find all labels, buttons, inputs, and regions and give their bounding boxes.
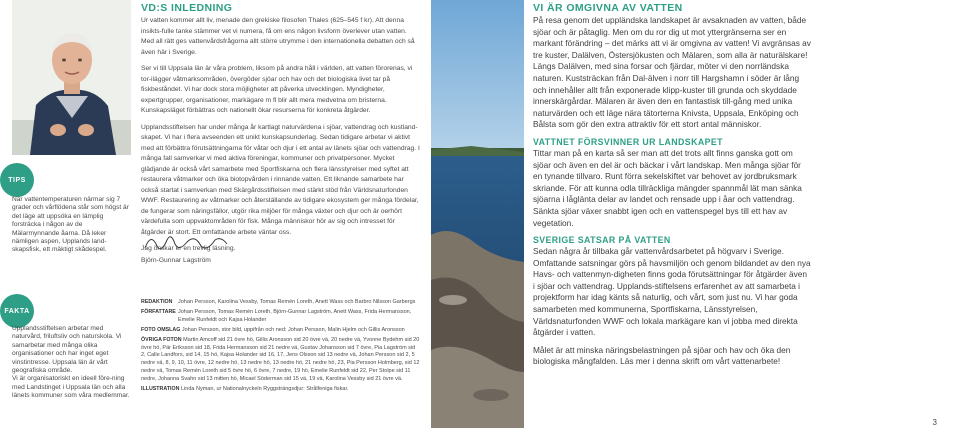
fakta-label: FAKTA (4, 307, 30, 315)
portrait-photo (12, 0, 131, 155)
credit-row-ovriga-foton (141, 337, 421, 384)
credit-value: Johan Persson, stor bild, uppifrån och ned: Johan Persson, Malin Hjelm och Gillis Aronsson (181, 326, 405, 333)
credit-label: ÖVRIGA FOTON (141, 336, 182, 343)
heading-omgivna-av-vatten: VI ÄR OMGIVNA AV VATTEN (533, 2, 683, 14)
credit-row-foto-omslag (141, 327, 421, 335)
vd-paragraph-2: Ser vi till Uppsala län är våra problem, liksom på andra håll i världen, att vatten förorenas, vi tor-ilägger våtmarksområden, övergöder sjöar och hav och det biologiska livet tar på fiskbeståndet. Vi har dock stora möjligheter att påverka utvecklingen. Myndigheter, expertgrupper, organisationer, markägare m fl blir allt mera medvetna om bristerna. Kunskapsläget förbättras och nationellt ökar resurserna för konkreta åtgärder. (141, 65, 413, 114)
tips-text: När vattentemperaturen närmar sig 7 grader och vårflödena står som högst är det läge att uppsöka en lämplig forsträcka i någon av de Mälarmynnande åarna. Då leker nämligen aspen, Upplands land-skapsfisk, ett mäktigt skådespel. (12, 196, 129, 254)
credit-label: REDAKTION (141, 299, 173, 305)
paragraph-vattnet-forsvinner: Tittar man på en karta så ser man att det trots allt finns ganska gott om sjöar och även en del är och bäckar i vårt landskap. Men många sjöar för en tynande tillvaro. Runt förra sekelskiftet var behovet av jordbruksmark skriande. För att kunna odla tillräckliga mängder spannmål lät man sänka sjöarna i låglänta delar av landet och rensade upp i åar och vattendrag. Sänkta sjöar växer snabbt igen och en vattenspegel bys till ett hav av vegetation. (533, 147, 802, 228)
signature-block (141, 256, 341, 267)
heading-vattnet-forsvinner: VATTNET FÖRSVINNER UR LANDSKAPET (533, 136, 723, 147)
lake-shore-photo (431, 0, 524, 428)
fakta-text-block (12, 325, 130, 401)
heading-sverige-satsar: SVERIGE SATSAR PÅ VATTEN (533, 235, 671, 246)
tips-badge (0, 163, 34, 197)
credit-value: Martin Amcoff sid 21 övre hö, Gillis Aronsson sid 20 övre vä, 20 nedre vä, Yvonne Bydehm sid 20 övre hö, Pär Eriksson sid 18, Frida Hermansson sid 21 nedre vä, Gustav Johansson sid 7 övre, Pia Lagström sid 2, Calle Landfors, sid 14, 15 hö, Kajsa Holander sid 16, 17, Jens Olsson sid 13 nedre vä, Johan Persson sid 2, 5 nedre vä, 8, 9, 10, 11 övre, 12 nedre hö, 13 nedre hö, 13 nedre hö, 21 nedre hö, 23, Pia Persson Holmberg, sid 12 nedre vä, Tomas Remén Loreth sid 5 övre hö, 6 övre, 7 nedre, 19 hö, Emelie Runfeldt sid 22, Per Stolpe sid 11 nedre, Johanna Svahn sid 13 mitten hö, Micael Söderman sid 15 vä, 19 vä, Karolina Vessby sid 21 övre vä. (141, 336, 420, 383)
fakta-paragraph-1: Upplandsstiftelsen arbetar med naturvård, friluftsliv och naturskola. Vi samarbetar med många olika organisationer och har inget eget vinstintresse. Uppsala län är vårt geografiska område. (12, 325, 122, 375)
page-number: 3 (932, 418, 937, 427)
section-omgivna-av-vatten (533, 2, 811, 374)
credit-row-redaktion (141, 299, 421, 307)
paragraph-malet: Målet är att minska näringsbelastningen på sjöar och hav och öka den biologiska mångfalden. Läs mer i denna skrift om vårt vattenarbete! (533, 344, 791, 367)
tips-label: TIPS (8, 176, 26, 184)
vd-paragraph-3: Upplandsstiftelsen har under många år kartlagt naturvärdena i sjöar, vattendrag och kustland-skapet. Vi har i flera avseenden ett unikt kunskapsunderlag. Sedan tidigare arbetar vi aktivt med att förbättra förutsättningarna för våtar och djur i ett antal av länets sjöar och vattendrag. I många fall samverkar vi med aktiva föreningar, kommuner och privatpersoner. Mycket glädjande är också vårt samarbete med Sportfiskarna och flera länsstyrelser med syftet att restaurera våtmarker och öka biotopvården i rinnande vatten. Ett liknande samarbete har också startat i samverkan med Skärgårdsstiftelsen med stärkt stöd från Världsnaturfonden WWF. Restaurering av våtmarker och återställande av tidigare ekosystem ger många fördelar, de fungerar som näringsfällor, utgör rika miljöer för många växter och djur och är oerhört värdefulla som uppvaktområden för fisk. Många människor hör av sig och intresset för åtgärder är stort. Ett omfattande arbete väntar oss. (141, 123, 420, 236)
credit-value: Johan Persson, Karolina Vessby, Tomas Remén Loreth, Anett Wass och Barbro Nilsson Garbergs (178, 299, 416, 305)
credit-row-illustration (141, 386, 421, 394)
tips-text-block (12, 196, 130, 255)
fakta-badge (0, 294, 34, 328)
paragraph-omgivna: På resa genom det uppländska landskapet är avsaknaden av vatten, både sjöar och är påtaglig. Men om du ror dig ut mot yttergränserna ser en markant förändring – det märks att vi är omgivna av vatten! Vi avgränsas av tre kuster, Dalälven, Östersjökusten och Mälaren, som alla är naturälskare! Längs Dalälven, med sina forsar och fjärdar, möter vi den norrländska naturen. Kuststräckan från Dal-älven i norr till Hargshamn i söder är lång och innehåller allt från exponerade klipp-kuster till grunda och skyddade innerskärgårdar. Mälaren är även den en fantastisk till-gång med unika naturvärden och ett läge nära tätorterna Knivsta, Uppsala, Enköping och Bålsta som gör den extra attraktiv för ett stort antal människor. (533, 15, 811, 130)
vd-paragraph-1: Ur vatten kommer allt liv, menade den grekiske filosofen Thales (625–545 f kr). Att denna insikts-fulle tanke stämmer vet vi numera, få om ens någon livsform överlever utan vatten. Med all rätt ges vattenvårdsfrågorna allt större utrymme i den internationella debatten och så även här i Sverige. (141, 17, 415, 56)
vd-heading: VD:S INLEDNING (141, 2, 233, 14)
vd-introduction (141, 2, 421, 261)
paragraph-sverige-satsar: Sedan några år tillbaka går vattenvårdsarbetet på högvarv i Sverige. Omfattande satsningar görs på havsmiljön och genom bildandet av den nya Havs- och vattenmyn-digheten finns goda förutsättningar för åtgärder även i sjöar och vattendrag. Upplands-stiftelsens erfarenhet av att samarbeta i projektform har idag känts så naturlig, och vårt, som just nu. Vi har goda samarbeten med kommunerna, Sportfiskarna, Länsstyrelsen, Världsnaturfonden WWF och lokala markägare kan vi jobba med direkta åtgärder i vatten. (533, 246, 811, 338)
vd-paragraph-4: Jag önskar er en trevlig läsning. (141, 245, 236, 252)
credits-block (141, 299, 421, 396)
handwritten-signature (141, 228, 251, 258)
signature-name: Björn-Gunnar Lagström (141, 257, 211, 264)
credit-label: FÖRFATTARE (141, 308, 176, 315)
credit-value: Linda Nyman, ur Nationalnyckeln Ryggsträngsdjur: Strålfeniga fiskar. (180, 386, 349, 393)
credit-row-forfattare (141, 309, 421, 325)
credit-label: ILLUSTRATION (141, 386, 180, 393)
credit-label: FOTO OMSLAG (141, 326, 181, 333)
fakta-paragraph-2: Vi är organisatoriskt en ideell före-ning med Landstinget i Uppsala län och alla länets kommuner som våra medlemmar. (12, 375, 130, 400)
credit-value: Johan Persson, Tomas Remén Loreth, Björn-Gunnar Lagström, Anett Wass, Frida Hermansson, Emelie Runfeldt och Kajsa Holander (178, 308, 412, 323)
